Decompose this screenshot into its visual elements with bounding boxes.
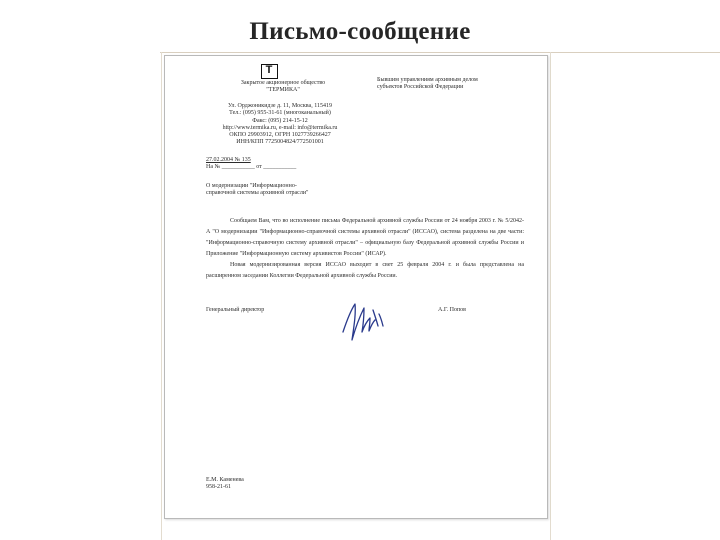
address-block: [205, 103, 355, 147]
frame-right-line: [550, 52, 551, 540]
recipient-line: субъектов Российской Федерации: [377, 84, 464, 91]
address-line: ОКПО 29903912, ОГРН 1027739266427: [229, 132, 331, 139]
body-paragraph: Новая модернизированная версия ИССАО выходит в свет 25 февраля 2004 г. и была представлена на расширенном заседании Коллегии Федеральной архивной службы России.: [206, 262, 524, 280]
signatory-title: Генеральный директор: [206, 307, 265, 313]
address-line: Факс: (095) 214-15-12: [252, 117, 308, 124]
sender-block: [228, 80, 338, 95]
registration-block: [206, 157, 296, 172]
executor-block: [206, 477, 244, 492]
subject-line: справочной системы архивной отрасли": [206, 190, 309, 197]
frame-left-line: [161, 52, 162, 540]
sender-line: "ТЕРМИКА": [266, 87, 300, 94]
reg-line: На № ___________ от ___________: [206, 164, 297, 171]
executor-name: Е.М. Каменева: [206, 477, 244, 483]
address-line: ИНН/КПП 7725004824/772501001: [236, 139, 324, 146]
sender-line: Закрытое акционерное общество: [240, 80, 326, 86]
subject-line: О модернизации "Информационно-: [206, 183, 297, 189]
slide-title: Письмо-сообщение: [249, 18, 471, 45]
recipient-block: [377, 77, 478, 92]
subject-block: [206, 183, 309, 198]
address-line: Ул. Орджоникидзе д. 11, Москва, 115419: [227, 103, 332, 109]
letter-page: [164, 55, 548, 519]
letter-body: [206, 216, 524, 283]
address-line: Тел.: (095) 955-31-61 (многоканальный): [229, 110, 331, 117]
handwritten-signature: [337, 296, 397, 346]
logo-letter: T: [265, 64, 273, 76]
signatory-name: А.Г. Попов: [438, 307, 467, 313]
frame-top-line: [160, 52, 720, 53]
recipient-line: Бывшим управлениям архивным делом: [377, 77, 478, 83]
reg-line: 27.02.2004 № 135: [206, 157, 251, 163]
executor-phone: 958-21-61: [206, 484, 231, 491]
company-logo: [261, 64, 278, 79]
address-line: http://www.termika.ru, e-mail: info@termika.ru: [222, 124, 338, 131]
body-paragraph: Сообщаем Вам, что во исполнение письма Федеральной архивной службы России от 24 ноября 2003 г. № 5/2042-А "О модернизации "Информационно-справочной системы архивной отрасли" (ИССАО), система разделена на две части: "Информационно-справочную систему архивной отрасли" – официальную базу Федеральной архивной службы России и Приложение "Информационную систему архивистов России" (ИСАР).: [206, 218, 524, 258]
